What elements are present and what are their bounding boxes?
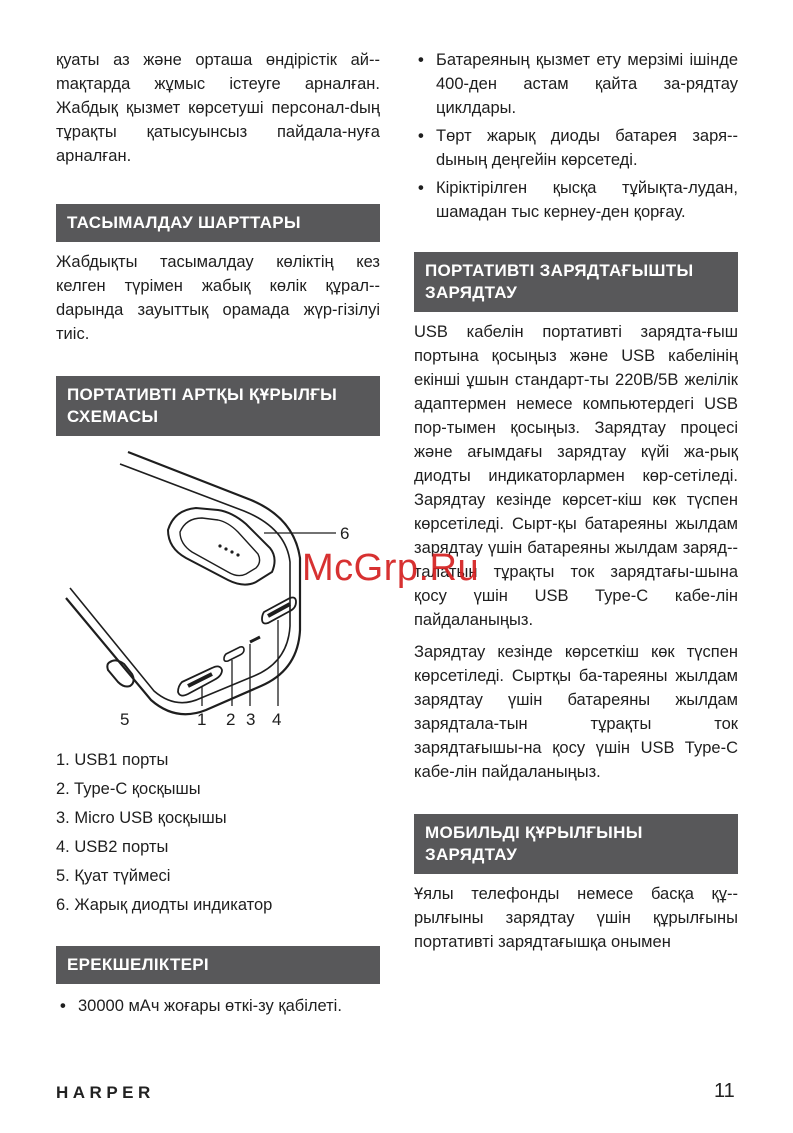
charging-header: ПОРТАТИВТІ ЗАРЯДТАҒЫШТЫ ЗАРЯДТАУ xyxy=(414,252,738,312)
feature-item: • 30000 мАч жоғары өткі-зу қабілеті. xyxy=(60,997,342,1015)
features-header: ЕРЕКШЕЛІКТЕРІ xyxy=(56,946,380,984)
transport-header: ТАСЫМАЛДАУ ШАРТТАРЫ xyxy=(56,204,380,242)
feature-item: • Кіріктірілген қысқа тұйықта-лудан, шамадан тыс кернеу-ден қорғау. xyxy=(418,179,738,221)
feature-item: • Батареяның қызмет ету мерзімі ішінде 400-ден астам қайта за-рядтау циклдары. xyxy=(418,51,738,117)
legend-item: 6. Жарық диодты индикатор xyxy=(56,896,273,914)
features-list xyxy=(56,994,380,1018)
power-bank-diagram xyxy=(56,448,380,738)
mobile-header: МОБИЛЬДІ ҚҰРЫЛҒЫНЫ ЗАРЯДТАУ xyxy=(414,814,738,874)
feature-item: • Төрт жарық диоды батарея заря-dының деңгейін көрсетеді. xyxy=(418,127,738,169)
label-1: 1 xyxy=(197,710,207,729)
watermark: McGrp.Ru xyxy=(302,547,480,589)
page-number: 11 xyxy=(714,1080,735,1102)
features-list-continued xyxy=(414,48,738,224)
power-bank-body xyxy=(66,452,300,714)
mobile-paragraph: Ұялы телефонды немесе басқа құ-рылғыны зарядтау үшін құрылғыны портативті зарядтағышқа онымен xyxy=(414,885,738,951)
intro-paragraph: қуаты аз және орташа өндірістік ай-mақтарда жұмыс істеуге арналған. Жабдық қызмет көрсетуші персонал-dың тұрақты қатысуынсыз пайдала-нуға арналған. xyxy=(56,51,380,165)
label-4: 4 xyxy=(272,710,282,729)
legend-item: 5. Қуат түймесі xyxy=(56,867,171,885)
charging-paragraph: USB кабелін портативті зарядта-ғыш портына қосыңыз және USB кабелінің екінші ұшын стандарт-ты 220В/5В желілік адаптермен немесе компьютердегі USB пор-тымен қосыңыз. Зарядтау процесі және ағымдағы зарядтау күйі жа-рық диодты индикаторлармен көр-сетіледі. Зарядтау кезінде көрсет-кіш көк түспен көрсетіледі. Сырт-қы батареяны жылдам зарядтау үшін батареяны жылдам заряд-талатын тұрақты ток зарядтағы-шына қосу үшін USB Type-C кабе-лін пайдаланыңыз. xyxy=(414,323,738,629)
label-3: 3 xyxy=(246,710,256,729)
label-6: 6 xyxy=(340,524,350,543)
left-column xyxy=(56,48,380,436)
legend-item: 3. Micro USB қосқышы xyxy=(56,809,227,827)
legend-item: 4. USB2 порты xyxy=(56,838,169,856)
label-5: 5 xyxy=(120,710,130,729)
charging-paragraph-2: Зарядтау кезінде көрсеткіш көк түспен көрсетіледі. Сыртқы ба-тареяны жылдам зарядтау үшін батареяны жылдам зарядтала-тын тұрақты ток зарядтағышы-на қосу үшін USB Type-C кабе-лін пайдаланыңыз. xyxy=(414,643,738,781)
scheme-header: ПОРТАТИВТІ АРТҚЫ ҚҰРЫЛҒЫ СХЕМАСЫ xyxy=(56,376,380,436)
diagram-legend xyxy=(56,746,380,920)
legend-item: 1. USB1 порты xyxy=(56,751,169,769)
legend-item: 2. Type-C қосқышы xyxy=(56,780,201,798)
legend-block xyxy=(56,746,380,1022)
label-2: 2 xyxy=(226,710,236,729)
transport-paragraph: Жабдықты тасымалдау көліктің кез келген түрімен жабық көлік құрал-dарында зауыттық орамада жүр-гізілуі тиіс. xyxy=(56,253,380,343)
right-column xyxy=(414,48,738,954)
brand-logo: HARPER xyxy=(56,1083,155,1102)
led-dots xyxy=(218,544,239,556)
